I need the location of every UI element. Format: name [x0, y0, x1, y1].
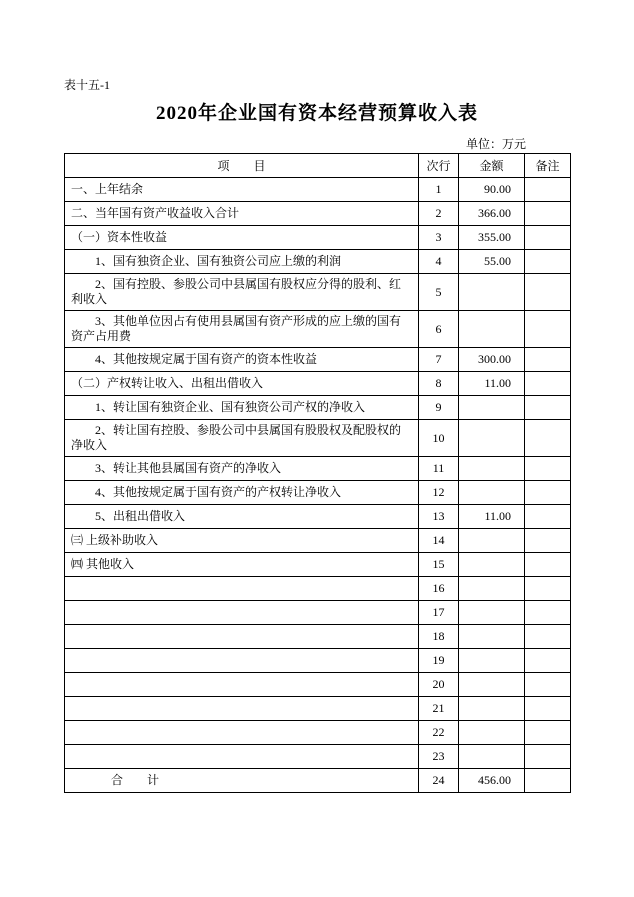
table-row	[65, 372, 571, 396]
row-amount: 55.00	[459, 250, 525, 274]
table-row	[65, 769, 571, 793]
row-item: 3、转让其他县属国有资产的净收入	[65, 457, 419, 481]
row-remark	[525, 250, 571, 274]
table-row	[65, 420, 571, 457]
row-remark	[525, 769, 571, 793]
table-row	[65, 202, 571, 226]
row-amount	[459, 673, 525, 697]
row-amount	[459, 553, 525, 577]
row-amount	[459, 697, 525, 721]
row-item: （一）资本性收益	[65, 226, 419, 250]
row-remark	[525, 697, 571, 721]
row-amount	[459, 481, 525, 505]
row-item: 4、其他按规定属于国有资产的资本性收益	[65, 348, 419, 372]
row-number: 8	[419, 372, 459, 396]
row-amount	[459, 721, 525, 745]
row-item: 2、国有控股、参股公司中县属国有股权应分得的股利、红利收入	[65, 274, 419, 311]
row-remark	[525, 178, 571, 202]
page-title: 2020年企业国有资本经营预算收入表	[155, 103, 478, 124]
row-item: 合 计	[65, 769, 419, 793]
row-item	[65, 673, 419, 697]
row-remark	[525, 311, 571, 348]
row-number: 14	[419, 529, 459, 553]
row-remark	[525, 625, 571, 649]
row-item: ㈢ 上级补助收入	[65, 529, 419, 553]
row-amount: 90.00	[459, 178, 525, 202]
row-amount	[459, 420, 525, 457]
row-remark	[525, 226, 571, 250]
table-row	[65, 348, 571, 372]
table-row	[65, 457, 571, 481]
row-remark	[525, 553, 571, 577]
row-item: ㈣ 其他收入	[65, 553, 419, 577]
row-number: 21	[419, 697, 459, 721]
row-amount: 11.00	[459, 372, 525, 396]
row-amount: 300.00	[459, 348, 525, 372]
row-remark	[525, 420, 571, 457]
row-remark	[525, 396, 571, 420]
row-amount: 456.00	[459, 769, 525, 793]
row-item	[65, 697, 419, 721]
row-number: 7	[419, 348, 459, 372]
table-label: 表十五-1	[64, 78, 110, 92]
row-number: 15	[419, 553, 459, 577]
row-amount	[459, 457, 525, 481]
row-amount	[459, 274, 525, 311]
row-remark	[525, 721, 571, 745]
table-row	[65, 625, 571, 649]
row-item: （二）产权转让收入、出租出借收入	[65, 372, 419, 396]
table-row	[65, 505, 571, 529]
row-item: 一、上年结余	[65, 178, 419, 202]
table-row	[65, 226, 571, 250]
row-remark	[525, 577, 571, 601]
row-number: 9	[419, 396, 459, 420]
row-number: 18	[419, 625, 459, 649]
row-number: 4	[419, 250, 459, 274]
row-number: 22	[419, 721, 459, 745]
table-body	[65, 178, 571, 793]
row-remark	[525, 348, 571, 372]
row-remark	[525, 372, 571, 396]
row-remark	[525, 529, 571, 553]
unit-note: 单位：万元	[465, 137, 526, 151]
table-row	[65, 274, 571, 311]
row-remark	[525, 601, 571, 625]
col-header-row-number: 次行	[419, 154, 459, 178]
row-number: 16	[419, 577, 459, 601]
row-amount	[459, 529, 525, 553]
row-amount	[459, 577, 525, 601]
row-remark	[525, 649, 571, 673]
col-header-remark: 备注	[525, 154, 571, 178]
row-number: 17	[419, 601, 459, 625]
table-row	[65, 721, 571, 745]
row-remark	[525, 745, 571, 769]
table-row	[65, 697, 571, 721]
row-item: 1、转让国有独资企业、国有独资公司产权的净收入	[65, 396, 419, 420]
row-amount	[459, 625, 525, 649]
row-remark	[525, 505, 571, 529]
row-number: 2	[419, 202, 459, 226]
row-amount	[459, 601, 525, 625]
row-amount: 355.00	[459, 226, 525, 250]
row-item	[65, 601, 419, 625]
row-item	[65, 625, 419, 649]
row-remark	[525, 202, 571, 226]
row-number: 11	[419, 457, 459, 481]
row-number: 23	[419, 745, 459, 769]
col-header-amount: 金额	[459, 154, 525, 178]
table-header-row	[65, 154, 571, 178]
row-number: 12	[419, 481, 459, 505]
table-row	[65, 311, 571, 348]
row-item	[65, 721, 419, 745]
row-remark	[525, 457, 571, 481]
col-header-item: 项 目	[65, 154, 419, 178]
table-row	[65, 553, 571, 577]
row-number: 1	[419, 178, 459, 202]
row-amount	[459, 745, 525, 769]
table-row	[65, 529, 571, 553]
row-amount	[459, 311, 525, 348]
row-item: 1、国有独资企业、国有独资公司应上缴的利润	[65, 250, 419, 274]
row-number: 13	[419, 505, 459, 529]
row-number: 3	[419, 226, 459, 250]
table-row	[65, 577, 571, 601]
row-number: 6	[419, 311, 459, 348]
row-number: 24	[419, 769, 459, 793]
budget-table	[64, 153, 571, 793]
row-number: 5	[419, 274, 459, 311]
table-row	[65, 601, 571, 625]
row-number: 20	[419, 673, 459, 697]
table-row	[65, 745, 571, 769]
row-amount	[459, 649, 525, 673]
row-amount: 366.00	[459, 202, 525, 226]
row-number: 19	[419, 649, 459, 673]
row-item	[65, 577, 419, 601]
row-remark	[525, 274, 571, 311]
row-remark	[525, 673, 571, 697]
row-item: 3、其他单位因占有使用县属国有资产形成的应上缴的国有资产占用费	[65, 311, 419, 348]
row-item	[65, 745, 419, 769]
table-row	[65, 178, 571, 202]
row-item: 2、转让国有控股、参股公司中县属国有股股权及配股权的净收入	[65, 420, 419, 457]
row-item	[65, 649, 419, 673]
table-row	[65, 481, 571, 505]
row-item: 二、当年国有资产收益收入合计	[65, 202, 419, 226]
row-number: 10	[419, 420, 459, 457]
table-row	[65, 396, 571, 420]
row-remark	[525, 481, 571, 505]
row-amount	[459, 396, 525, 420]
row-amount: 11.00	[459, 505, 525, 529]
table-row	[65, 250, 571, 274]
table-row	[65, 673, 571, 697]
table-row	[65, 649, 571, 673]
row-item: 5、出租出借收入	[65, 505, 419, 529]
row-item: 4、其他按规定属于国有资产的产权转让净收入	[65, 481, 419, 505]
